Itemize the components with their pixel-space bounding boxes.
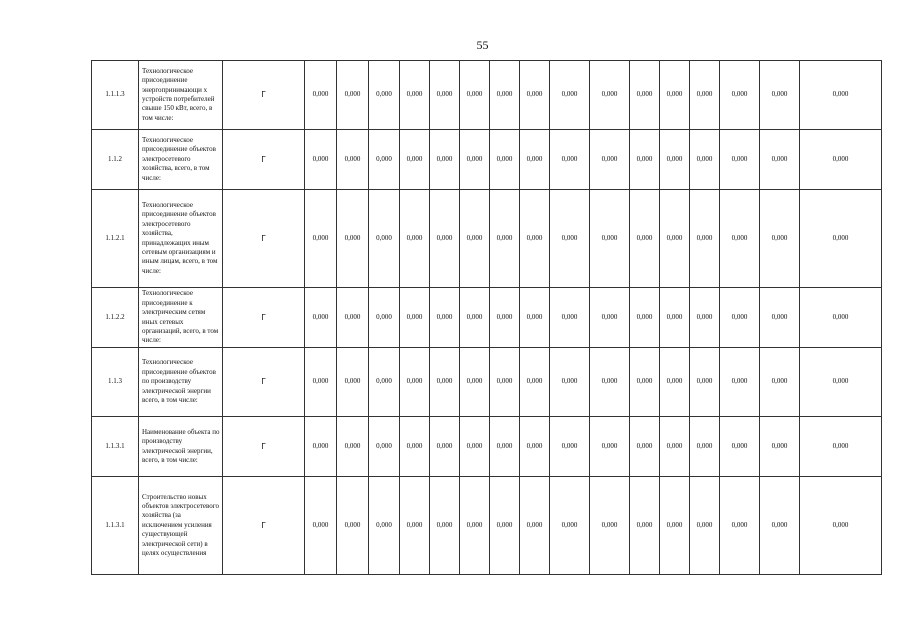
value-cell: 0,000 — [490, 130, 520, 190]
value-cell: 0,000 — [660, 477, 690, 575]
value-cell: 0,000 — [305, 417, 337, 477]
value-cell: 0,000 — [369, 130, 400, 190]
value-cell: 0,000 — [460, 61, 490, 130]
value-cell: 0,000 — [400, 190, 430, 288]
value-cell: 0,000 — [520, 417, 550, 477]
row-name: Технологическое присоединение энергопринимающи х устройств потребителей свыше 150 кВт, всего, в том числе: — [139, 61, 223, 130]
value-cell: 0,000 — [550, 130, 590, 190]
value-cell: 0,000 — [550, 61, 590, 130]
value-cell: 0,000 — [690, 417, 720, 477]
value-cell: 0,000 — [720, 348, 760, 417]
table-row — [92, 288, 882, 348]
value-cell: 0,000 — [430, 288, 460, 348]
value-cell: 0,000 — [630, 477, 660, 575]
value-cell: 0,000 — [369, 348, 400, 417]
value-cell: 0,000 — [800, 417, 882, 477]
value-cell: 0,000 — [369, 190, 400, 288]
page-number: 55 — [476, 38, 489, 52]
value-cell: 0,000 — [630, 130, 660, 190]
value-cell: 0,000 — [720, 61, 760, 130]
value-cell: 0,000 — [590, 190, 630, 288]
value-cell: 0,000 — [490, 477, 520, 575]
value-cell: 0,000 — [520, 477, 550, 575]
row-name: Технологическое присоединение объектов электросетевого хозяйства, всего, в том числе: — [139, 130, 223, 190]
table-row — [92, 348, 882, 417]
value-cell: 0,000 — [760, 130, 800, 190]
value-cell: 0,000 — [337, 417, 369, 477]
row-unit: Г — [223, 417, 305, 477]
value-cell: 0,000 — [369, 417, 400, 477]
value-cell: 0,000 — [460, 130, 490, 190]
value-cell: 0,000 — [630, 61, 660, 130]
value-cell: 0,000 — [660, 130, 690, 190]
value-cell: 0,000 — [690, 288, 720, 348]
table-row — [92, 130, 882, 190]
value-cell: 0,000 — [337, 130, 369, 190]
value-cell: 0,000 — [337, 61, 369, 130]
value-cell: 0,000 — [369, 477, 400, 575]
value-cell: 0,000 — [800, 190, 882, 288]
value-cell: 0,000 — [760, 477, 800, 575]
value-cell: 0,000 — [630, 190, 660, 288]
value-cell: 0,000 — [490, 288, 520, 348]
value-cell: 0,000 — [305, 348, 337, 417]
row-code: 1.1.1.3 — [92, 61, 139, 130]
row-code: 1.1.3.1 — [92, 417, 139, 477]
value-cell: 0,000 — [720, 477, 760, 575]
row-name: Технологическое присоединение объектов по производству электрической энергии всего, в том числе: — [139, 348, 223, 417]
value-cell: 0,000 — [590, 477, 630, 575]
row-code: 1.1.3 — [92, 348, 139, 417]
value-cell: 0,000 — [460, 417, 490, 477]
value-cell: 0,000 — [460, 288, 490, 348]
value-cell: 0,000 — [660, 61, 690, 130]
row-unit: Г — [223, 348, 305, 417]
value-cell: 0,000 — [760, 348, 800, 417]
row-unit: Г — [223, 288, 305, 348]
value-cell: 0,000 — [550, 288, 590, 348]
value-cell: 0,000 — [720, 130, 760, 190]
value-cell: 0,000 — [337, 190, 369, 288]
value-cell: 0,000 — [400, 417, 430, 477]
value-cell: 0,000 — [630, 417, 660, 477]
table-row — [92, 417, 882, 477]
value-cell: 0,000 — [369, 61, 400, 130]
value-cell: 0,000 — [400, 348, 430, 417]
value-cell: 0,000 — [305, 190, 337, 288]
value-cell: 0,000 — [369, 288, 400, 348]
value-cell: 0,000 — [305, 61, 337, 130]
value-cell: 0,000 — [590, 348, 630, 417]
value-cell: 0,000 — [760, 61, 800, 130]
value-cell: 0,000 — [460, 348, 490, 417]
value-cell: 0,000 — [760, 288, 800, 348]
value-cell: 0,000 — [800, 348, 882, 417]
value-cell: 0,000 — [690, 130, 720, 190]
value-cell: 0,000 — [720, 190, 760, 288]
value-cell: 0,000 — [337, 288, 369, 348]
row-code: 1.1.2.2 — [92, 288, 139, 348]
value-cell: 0,000 — [430, 417, 460, 477]
value-cell: 0,000 — [337, 348, 369, 417]
value-cell: 0,000 — [305, 477, 337, 575]
value-cell: 0,000 — [520, 288, 550, 348]
row-name: Строительство новых объектов электросетевого хозяйства (за исключением усиления существующей электрической сети) в целях осуществления — [139, 477, 223, 575]
row-name: Наименование объекта по производству электрической энергии, всего, в том числе: — [139, 417, 223, 477]
value-cell: 0,000 — [690, 190, 720, 288]
value-cell: 0,000 — [430, 61, 460, 130]
value-cell: 0,000 — [690, 348, 720, 417]
value-cell: 0,000 — [460, 477, 490, 575]
value-cell: 0,000 — [490, 348, 520, 417]
value-cell: 0,000 — [550, 190, 590, 288]
table-row — [92, 190, 882, 288]
value-cell: 0,000 — [660, 417, 690, 477]
value-cell: 0,000 — [400, 288, 430, 348]
value-cell: 0,000 — [760, 190, 800, 288]
value-cell: 0,000 — [520, 348, 550, 417]
value-cell: 0,000 — [430, 130, 460, 190]
row-code: 1.1.2.1 — [92, 190, 139, 288]
investment-program-table — [91, 60, 882, 575]
row-code: 1.1.3.1 — [92, 477, 139, 575]
value-cell: 0,000 — [660, 348, 690, 417]
row-unit: Г — [223, 477, 305, 575]
value-cell: 0,000 — [460, 190, 490, 288]
value-cell: 0,000 — [430, 190, 460, 288]
row-unit: Г — [223, 190, 305, 288]
table-body — [92, 61, 882, 575]
value-cell: 0,000 — [590, 288, 630, 348]
value-cell: 0,000 — [720, 417, 760, 477]
value-cell: 0,000 — [690, 61, 720, 130]
value-cell: 0,000 — [520, 130, 550, 190]
value-cell: 0,000 — [690, 477, 720, 575]
value-cell: 0,000 — [660, 190, 690, 288]
value-cell: 0,000 — [337, 477, 369, 575]
value-cell: 0,000 — [720, 288, 760, 348]
value-cell: 0,000 — [800, 61, 882, 130]
value-cell: 0,000 — [400, 61, 430, 130]
value-cell: 0,000 — [590, 130, 630, 190]
value-cell: 0,000 — [630, 348, 660, 417]
value-cell: 0,000 — [305, 130, 337, 190]
value-cell: 0,000 — [590, 417, 630, 477]
row-code: 1.1.2 — [92, 130, 139, 190]
value-cell: 0,000 — [760, 417, 800, 477]
row-name: Технологическое присоединение объектов электросетевого хозяйства, принадлежащих иным сетевым организациям и иным лицам, всего, в том числе: — [139, 190, 223, 288]
value-cell: 0,000 — [400, 477, 430, 575]
value-cell: 0,000 — [630, 288, 660, 348]
value-cell: 0,000 — [800, 130, 882, 190]
row-unit: Г — [223, 130, 305, 190]
value-cell: 0,000 — [490, 190, 520, 288]
value-cell: 0,000 — [430, 477, 460, 575]
value-cell: 0,000 — [550, 477, 590, 575]
value-cell: 0,000 — [490, 61, 520, 130]
value-cell: 0,000 — [800, 288, 882, 348]
value-cell: 0,000 — [800, 477, 882, 575]
value-cell: 0,000 — [520, 190, 550, 288]
row-name: Технологическое присоединение к электрическим сетям иных сетевых организаций, всего, в том числе: — [139, 288, 223, 348]
value-cell: 0,000 — [520, 61, 550, 130]
value-cell: 0,000 — [430, 348, 460, 417]
value-cell: 0,000 — [490, 417, 520, 477]
row-unit: Г — [223, 61, 305, 130]
table-row — [92, 477, 882, 575]
value-cell: 0,000 — [660, 288, 690, 348]
table-row — [92, 61, 882, 130]
value-cell: 0,000 — [550, 348, 590, 417]
value-cell: 0,000 — [305, 288, 337, 348]
value-cell: 0,000 — [550, 417, 590, 477]
value-cell: 0,000 — [590, 61, 630, 130]
value-cell: 0,000 — [400, 130, 430, 190]
